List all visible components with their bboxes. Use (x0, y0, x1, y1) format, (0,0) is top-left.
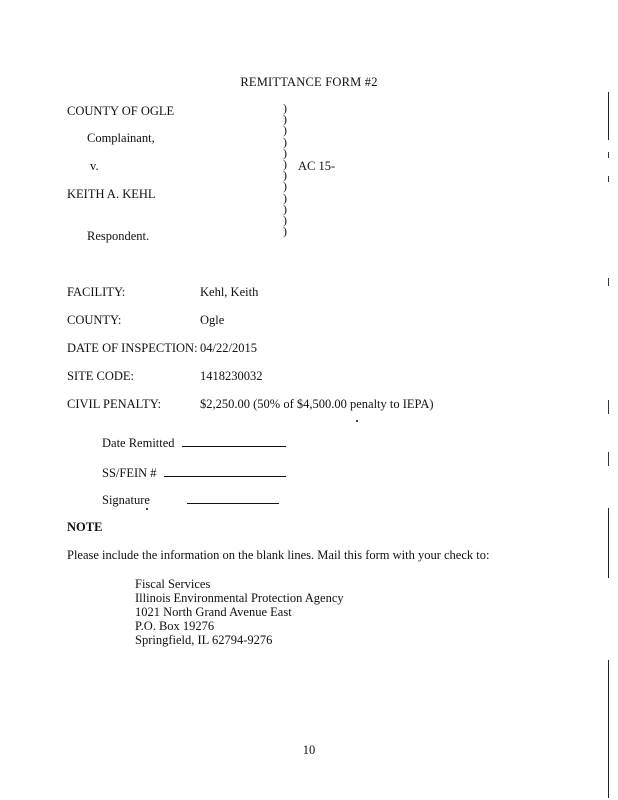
caption-paren: ) (283, 168, 287, 183)
caption-parentheses (283, 103, 293, 237)
ssfein-blank[interactable] (164, 466, 286, 477)
scan-speck (146, 508, 148, 510)
versus-label: v. (90, 159, 99, 173)
caption-paren: ) (283, 224, 287, 239)
scan-edge-mark (608, 152, 609, 158)
field-value-inspection-date: 04/22/2015 (200, 341, 257, 355)
scan-edge-line (608, 92, 609, 140)
address-line-3: 1021 North Grand Avenue East (135, 605, 292, 619)
address-line-2: Illinois Environmental Protection Agency (135, 591, 344, 605)
field-label-facility: FACILITY: (67, 285, 126, 299)
signature-row (102, 493, 279, 508)
note-heading: NOTE (67, 520, 103, 534)
address-line-4: P.O. Box 19276 (135, 619, 215, 633)
scan-edge-mark (608, 452, 609, 466)
caption-paren: ) (283, 145, 287, 160)
ssfein-row (102, 466, 286, 481)
ssfein-label: SS/FEIN # (102, 466, 157, 480)
field-label-site-code: SITE CODE: (67, 369, 135, 383)
scan-edge-mark (608, 176, 609, 182)
form-title: REMITTANCE FORM #2 (240, 75, 378, 89)
scan-edge-line (608, 508, 609, 578)
complainant-label: Complainant, (87, 131, 155, 145)
page-number: 10 (302, 743, 316, 757)
scan-speck (356, 420, 358, 422)
scan-edge-mark (608, 400, 609, 414)
field-label-county: COUNTY: (67, 313, 122, 327)
signature-blank[interactable] (187, 493, 279, 504)
field-value-county: Ogle (200, 313, 225, 327)
caption-paren: ) (283, 190, 287, 205)
field-value-civil-penalty: $2,250.00 (50% of $4,500.00 penalty to IEPA) (200, 397, 434, 411)
scan-edge-mark (608, 278, 609, 286)
caption-paren: ) (283, 123, 287, 138)
respondent-label: Respondent. (87, 229, 150, 243)
scan-edge-line (608, 660, 609, 798)
caption-paren: ) (283, 112, 287, 127)
field-label-inspection-date: DATE OF INSPECTION: (67, 341, 198, 355)
signature-label: Signature (102, 493, 150, 507)
caption-paren: ) (283, 134, 287, 149)
field-value-facility: Kehl, Keith (200, 285, 259, 299)
plaintiff-name: COUNTY OF OGLE (67, 104, 175, 118)
caption-paren: ) (283, 101, 287, 115)
defendant-name: KEITH A. KEHL (67, 187, 156, 201)
caption-paren: ) (283, 201, 287, 216)
address-line-1: Fiscal Services (135, 577, 211, 591)
caption-paren: ) (283, 179, 287, 194)
field-value-site-code: 1418230032 (200, 369, 263, 383)
date-remitted-blank[interactable] (182, 436, 286, 447)
caption-paren: ) (283, 212, 287, 227)
date-remitted-label: Date Remitted (102, 436, 175, 450)
caption-paren: ) (283, 156, 287, 171)
date-remitted-row (102, 436, 286, 451)
note-text: Please include the information on the blank lines. Mail this form with your check to: (67, 548, 490, 562)
case-number: AC 15- (298, 159, 336, 173)
address-line-5: Springfield, IL 62794-9276 (135, 633, 273, 647)
field-label-civil-penalty: CIVIL PENALTY: (67, 397, 162, 411)
